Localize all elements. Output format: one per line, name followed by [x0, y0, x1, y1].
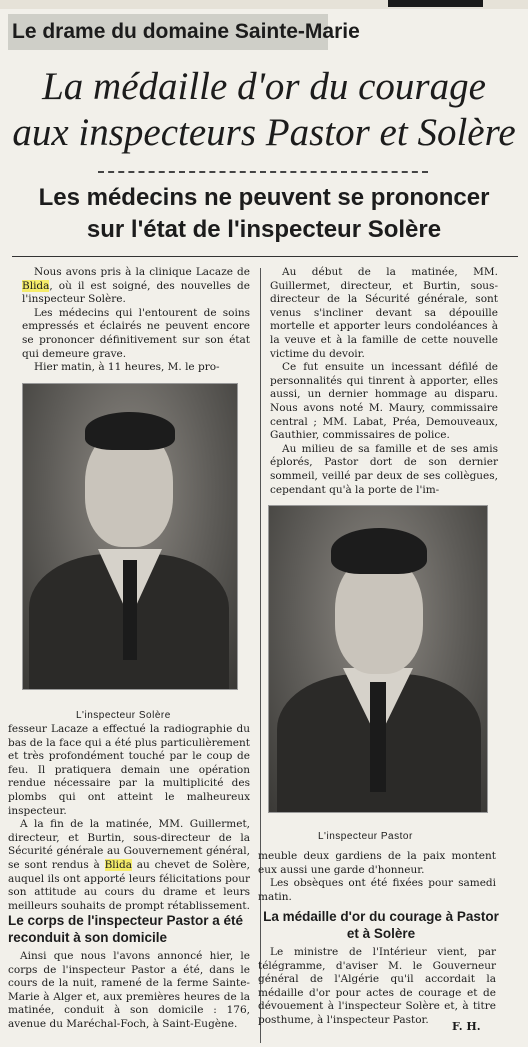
photo-tie [123, 560, 137, 660]
section-title-medaille: La médaille d'or du courage à Pastor et à Solère [263, 909, 499, 941]
separator-dashed [98, 171, 428, 173]
paragraph: Nous avons pris à la clinique Lacaze de Blida, où il est soigné, des nouvelles de l'inspecteur Solère. [22, 266, 250, 306]
subheadline-line-1: Les médecins ne peuvent se prononcer [38, 184, 490, 211]
paragraph: Ce fut ensuite un incessant défilé de personnalités qui tinrent à apporter, elles aussi, un dernier hommage au disparu. Nous avons noté M. Maury, commissaire central ; MM. Labat, Préa, Demouveaux, Gauthier, commissaires de police. [270, 361, 498, 442]
photo-hair [85, 412, 175, 450]
paragraph: Au milieu de sa famille et de ses amis éplorés, Pastor dort de son dernier sommeil, veillé par deux de ses collègues, cependant qu'à la porte de l'im- [270, 442, 498, 496]
headline-line-1: La médaille d'or du courage [42, 65, 486, 108]
subheadline [8, 182, 520, 246]
caption-pastor: L'inspecteur Pastor [318, 831, 413, 842]
headline [6, 64, 522, 156]
headline-line-2: aux inspecteurs Pastor et Solère [12, 111, 516, 154]
photo-hair [331, 528, 427, 574]
photo-inspecteur-pastor [268, 505, 488, 813]
section-text-medaille: Le ministre de l'Intérieur vient, par télégramme, d'aviser M. le Gouverneur général de l'Algérie qu'il accordait la médaille d'or pour actes de courage et de dévouement à l'inspecteur Solère et, à titre posthume, à l'inspecteur Pastor. [258, 946, 496, 1026]
photo-inspecteur-solere [22, 383, 238, 690]
paragraph: fesseur Lacaze a effectué la radiographie du bas de la face qui a été plus particulièrement et très profondément touché par le coup de feu. Il pratiquera demain une opération rendue nécessaire par la multiplicité des plombs qui ont atteint le malheureux inspecteur. [8, 723, 250, 817]
highlight-blida: Blida [22, 279, 50, 292]
kicker: Le drame du domaine Sainte-Marie [8, 14, 328, 50]
paragraph: Hier matin, à 11 heures, M. le pro- [34, 361, 220, 374]
photo-tie [370, 682, 386, 792]
section-title-corps: Le corps de l'inspecteur Pastor a été reconduit à son domicile [8, 913, 244, 945]
paragraph: Les obsèques ont été fixées pour samedi matin. [258, 877, 496, 903]
right-column-top [270, 266, 498, 497]
left-column-top [22, 266, 250, 375]
right-column-bottom [258, 850, 496, 904]
paragraph: Les médecins qui l'entourent de soins empressés et éclairés ne peuvent encore se prononcer définitivement sur son état qui demeure grave. [22, 306, 250, 360]
section-text-corps: Ainsi que nous l'avons annoncé hier, le corps de l'inspecteur Pastor a été, dans le cours de la nuit, ramené de la ferme Sainte-Marie à Alger et, aux premières heures de la matinée, conduit à son domicile : 176, avenue du Maréchal-Foch, à Saint-Eugène. [8, 950, 250, 1030]
paragraph: Au début de la matinée, MM. Guillermet, directeur, et Burtin, sous-directeur de la Sécurité générale, sont venus s'incliner devant sa dépouille mortelle et apporter leurs condoléances à la veuve et à la famille de cette nouvelle victime du devoir. [270, 266, 498, 360]
subheadline-line-2: sur l'état de l'inspecteur Solère [86, 216, 442, 243]
paragraph: A la fin de la matinée, MM. Guillermet, directeur, et Burtin, sous-directeur de la Sécurité générale au Gouvernement général, se sont rendus à Blida au chevet de Solère, auquel ils ont apporté leurs félicitations pour son attitude au cours du drame et leurs meilleurs souhaits de prompt rétablissement. [8, 818, 250, 912]
top-border [0, 0, 528, 9]
signature: F. H. [452, 1020, 481, 1033]
left-column-bottom [8, 723, 250, 913]
caption-solere: L'inspecteur Solère [76, 710, 171, 721]
highlight-blida: Blida [104, 858, 132, 871]
paragraph: meuble deux gardiens de la paix montent eux aussi une garde d'honneur. [258, 850, 496, 876]
top-black-block [388, 0, 483, 7]
column-rule [260, 268, 261, 1043]
horizontal-rule [12, 256, 518, 257]
